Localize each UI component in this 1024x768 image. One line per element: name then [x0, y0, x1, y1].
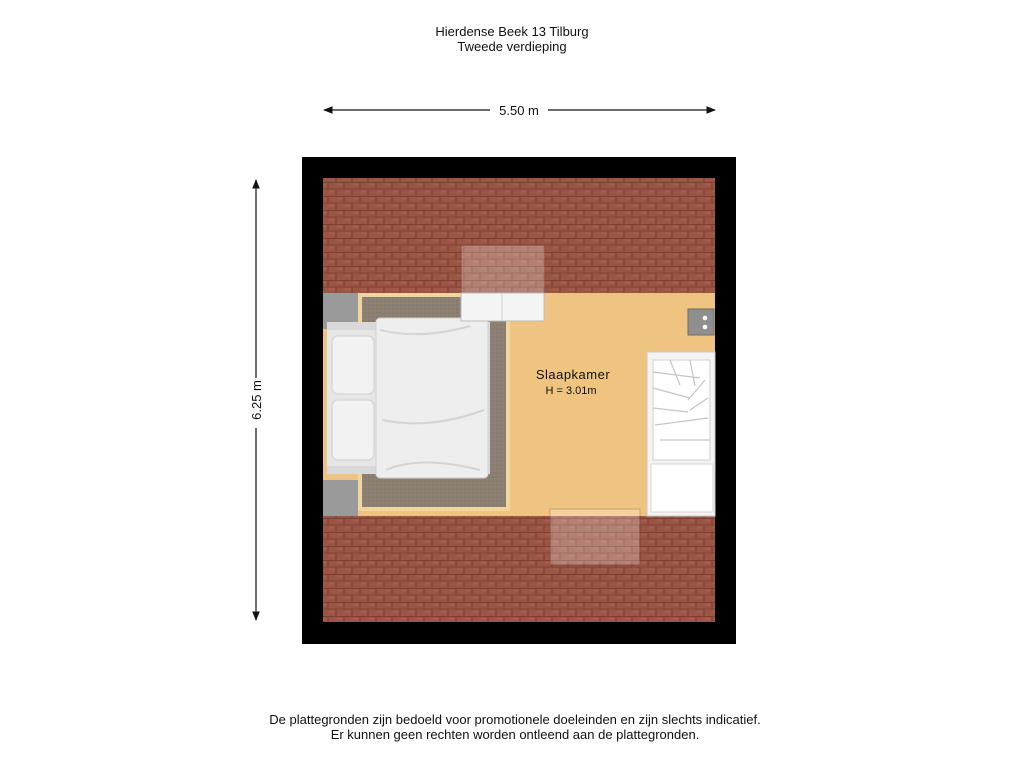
disclaimer-line-1: De plattegronden zijn bedoeld voor promotionele doeleinden en zijn slechts indicatief.	[269, 712, 761, 727]
roof-window-bottom	[550, 509, 640, 565]
double-bed	[327, 318, 490, 478]
roof-window-top	[461, 245, 545, 293]
knee-wall-left-bottom	[323, 480, 358, 516]
plan-address: Hierdense Beek 13 Tilburg	[435, 24, 589, 39]
disclaimer-line-2: Er kunnen geen rechten worden ontleend aan de plattegronden.	[330, 727, 700, 742]
height-label: 6.25 m	[249, 380, 264, 420]
outlet-icon	[688, 309, 714, 335]
staircase	[647, 352, 715, 516]
roof-bottom	[323, 516, 715, 622]
room-name: Slaapkamer	[535, 367, 611, 382]
width-label: 5.50 m	[499, 103, 539, 118]
room-height: H = 3.01m	[545, 385, 597, 397]
width-dimension	[324, 103, 715, 118]
floor-name: Tweede verdieping	[457, 39, 567, 54]
height-dimension	[249, 180, 264, 620]
